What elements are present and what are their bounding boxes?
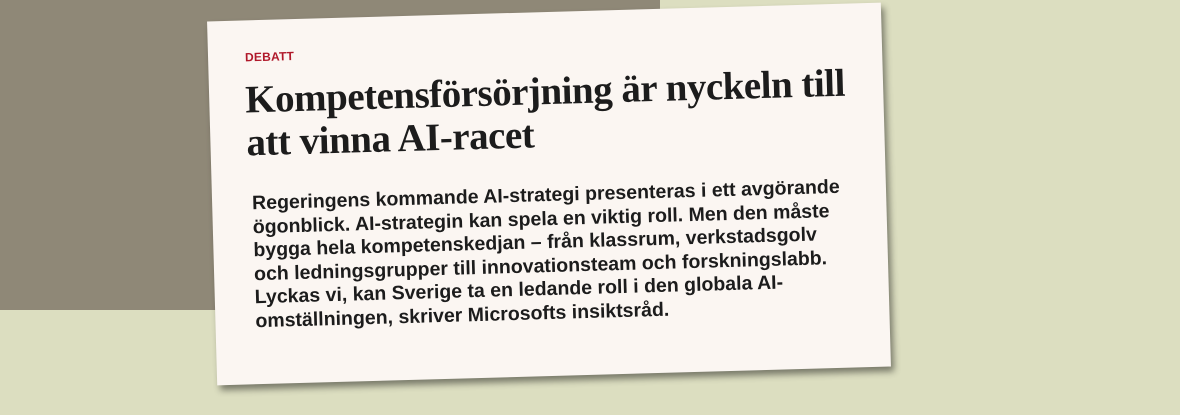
- article-clipping: [207, 3, 891, 386]
- article-lead: Regeringens kommande AI-strategi presenteras i ett avgörande ögonblick. AI-strategin kan spela en viktig roll. Men den måste bygga hela kompetenskedjan – från klassrum, verkstadsgolv och ledningsgrupper till innovationsteam och forskningslabb. Lyckas vi, kan Sverige ta en ledande roll i den globala AI-omställningen, skriver Microsofts insiktsråd.: [251, 175, 840, 332]
- article-headline: Kompetensförsörjning är nyckeln till att vinna AI-racet: [244, 61, 846, 165]
- section-label: DEBATT: [244, 49, 295, 65]
